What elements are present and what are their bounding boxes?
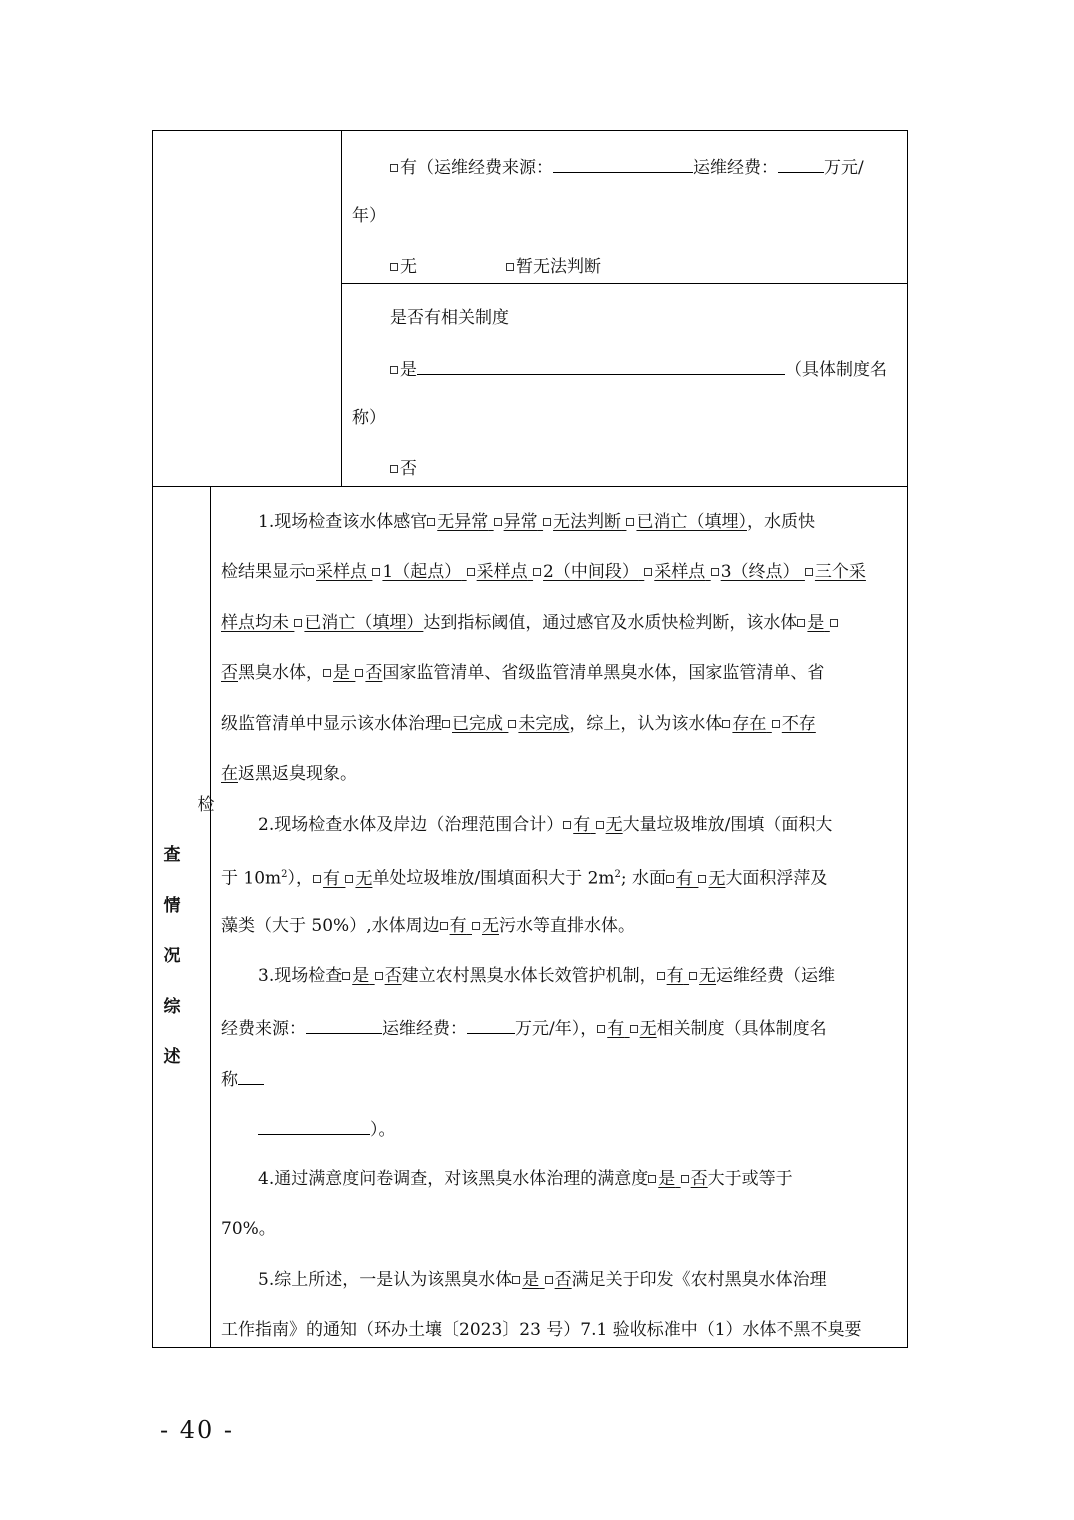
checkbox-icon[interactable] bbox=[698, 875, 706, 883]
rule-name-tail: 称） bbox=[352, 408, 386, 428]
summary-line: ）。 bbox=[258, 1118, 396, 1140]
checkbox-icon[interactable] bbox=[533, 568, 541, 576]
summary-line: 藻类（大于 50%）,水体周边 有 无污水等直排水体。 bbox=[221, 916, 635, 936]
completion-options[interactable]: 已完成 未完成 bbox=[442, 714, 569, 734]
summary-line: 工作指南》的通知（环办土壤〔2023〕23 号）7.1 验收标准中（1）水体不黑不臭要 bbox=[221, 1320, 862, 1340]
summary-line: 样点均未 已消亡（填埋）达到指标阈值，通过感官及水质快检判断，该水体 是 bbox=[221, 613, 840, 633]
section-label-char: 综 bbox=[163, 997, 181, 1017]
fee-unknown-option[interactable]: 暂无法判断 bbox=[506, 257, 601, 277]
page-number: - 40 - bbox=[160, 1416, 235, 1444]
checkbox-icon[interactable] bbox=[494, 518, 502, 526]
summary-line: 5.综上所述，一是认为该黑臭水体 是 否满足关于印发《农村黑臭水体治理 bbox=[258, 1270, 827, 1290]
section-label-char: 述 bbox=[163, 1047, 181, 1067]
table-divider bbox=[341, 130, 342, 487]
summary-line: 4.通过满意度问卷调查，对该黑臭水体治理的满意度 是 否大于或等于 bbox=[258, 1169, 793, 1189]
summary-line: 否黑臭水体， 是 否国家监管清单、省级监管清单黑臭水体，国家监管清单、省 bbox=[221, 663, 825, 683]
sewage-options[interactable]: 有 无 bbox=[440, 916, 499, 936]
satisfaction-options[interactable]: 是 否 bbox=[648, 1169, 707, 1189]
checkbox-icon[interactable] bbox=[711, 568, 719, 576]
checkbox-icon[interactable] bbox=[345, 875, 353, 883]
table-divider bbox=[210, 486, 211, 1348]
fee-year: 年） bbox=[352, 206, 386, 226]
checkbox-icon[interactable] bbox=[390, 164, 398, 172]
list-options[interactable]: 是 否 bbox=[323, 663, 382, 683]
checkbox-icon[interactable] bbox=[508, 720, 516, 728]
summary-line: 于 $10m^2$）， 有 无单处垃圾堆放/围填面积大于 $2m^2$; 水面 有 无大面积浮萍及 bbox=[221, 868, 828, 889]
single-garbage-options[interactable]: 有 无 bbox=[313, 869, 372, 889]
checkbox-icon[interactable] bbox=[294, 619, 302, 627]
duckweed-options[interactable]: 有 无 bbox=[666, 869, 725, 889]
checkbox-icon[interactable] bbox=[644, 568, 652, 576]
black-odor-options[interactable]: 是 bbox=[797, 613, 839, 633]
fee-none-option[interactable]: 无 bbox=[390, 257, 417, 277]
rule-yes-line: 是 （具体制度名 bbox=[390, 358, 887, 380]
summary-line: 1.现场检查该水体感官 无异常 异常 无法判断 已消亡（填埋），水质快 bbox=[258, 512, 815, 532]
checkbox-icon[interactable] bbox=[390, 465, 398, 473]
section-label-char: 检 bbox=[197, 795, 215, 815]
summary-line: 检结果显示 采样点 1（起点） 采样点 2（中间段） 采样点 3（终点） 三个采 bbox=[221, 562, 866, 582]
checkbox-icon[interactable] bbox=[372, 568, 380, 576]
checkbox-icon[interactable] bbox=[390, 366, 398, 374]
section-label-char: 情 bbox=[163, 896, 181, 916]
rules-options[interactable]: 有 无 bbox=[597, 1019, 656, 1039]
funding-options[interactable]: 有 无 bbox=[657, 966, 716, 986]
checkbox-icon[interactable] bbox=[506, 263, 514, 271]
checkbox-icon[interactable] bbox=[472, 922, 480, 930]
summary-line: 经费来源： 运维经费： 万元/年）， 有 无相关制度（具体制度名 bbox=[221, 1019, 827, 1039]
garbage-options[interactable]: 有 无 bbox=[563, 815, 622, 835]
checkbox-icon[interactable] bbox=[626, 518, 634, 526]
summary-line: 在返黑返臭现象。 bbox=[221, 764, 357, 784]
inspection-table bbox=[152, 130, 908, 1348]
rule-question: 是否有相关制度 bbox=[390, 308, 509, 328]
summary-line: 级监管清单中显示该水体治理 已完成 未完成，综上，认为该水体 存在 不存 bbox=[221, 714, 816, 734]
standard-options[interactable]: 是 否 bbox=[512, 1270, 571, 1290]
fee-line: 有（运维经费来源： 运维经费： 万元/ bbox=[390, 156, 864, 178]
checkbox-icon[interactable] bbox=[545, 1276, 553, 1284]
summary-line: 称 bbox=[221, 1068, 264, 1090]
checkbox-icon[interactable] bbox=[772, 720, 780, 728]
rule-no-option[interactable]: 否 bbox=[390, 459, 417, 479]
sampling-options[interactable]: 采样点 1（起点） 采样点 2（中间段） 采样点 3（终点） 三个采 bbox=[306, 562, 866, 582]
section-label-char: 况 bbox=[163, 946, 181, 966]
summary-line: 70%。 bbox=[221, 1219, 276, 1239]
checkbox-icon[interactable] bbox=[543, 518, 551, 526]
checkbox-icon[interactable] bbox=[681, 1175, 689, 1183]
sensory-options[interactable]: 无异常 异常 无法判断 已消亡（填埋） bbox=[427, 512, 747, 532]
checkbox-icon[interactable] bbox=[390, 263, 398, 271]
table-divider bbox=[341, 283, 908, 284]
mechanism-options[interactable]: 是 否 bbox=[342, 966, 401, 986]
checkbox-icon[interactable] bbox=[467, 568, 475, 576]
checkbox-icon[interactable] bbox=[805, 568, 813, 576]
checkbox-icon[interactable] bbox=[630, 1025, 638, 1033]
checkbox-icon[interactable] bbox=[689, 972, 697, 980]
summary-line: 3.现场检查 是 否建立农村黑臭水体长效管护机制， 有 无运维经费（运维 bbox=[258, 966, 836, 986]
table-divider bbox=[152, 486, 908, 487]
checkbox-icon[interactable] bbox=[375, 972, 383, 980]
checkbox-icon[interactable] bbox=[596, 821, 604, 829]
checkbox-icon[interactable] bbox=[355, 669, 363, 677]
sampling-options[interactable]: 样点均未 已消亡（填埋） bbox=[221, 613, 424, 633]
summary-line: 2.现场检查水体及岸边（治理范围合计） 有 无大量垃圾堆放/围填（面积大 bbox=[258, 815, 833, 835]
recurrence-options[interactable]: 存在 不存 bbox=[722, 714, 815, 734]
section-label-char: 查 bbox=[163, 845, 181, 865]
